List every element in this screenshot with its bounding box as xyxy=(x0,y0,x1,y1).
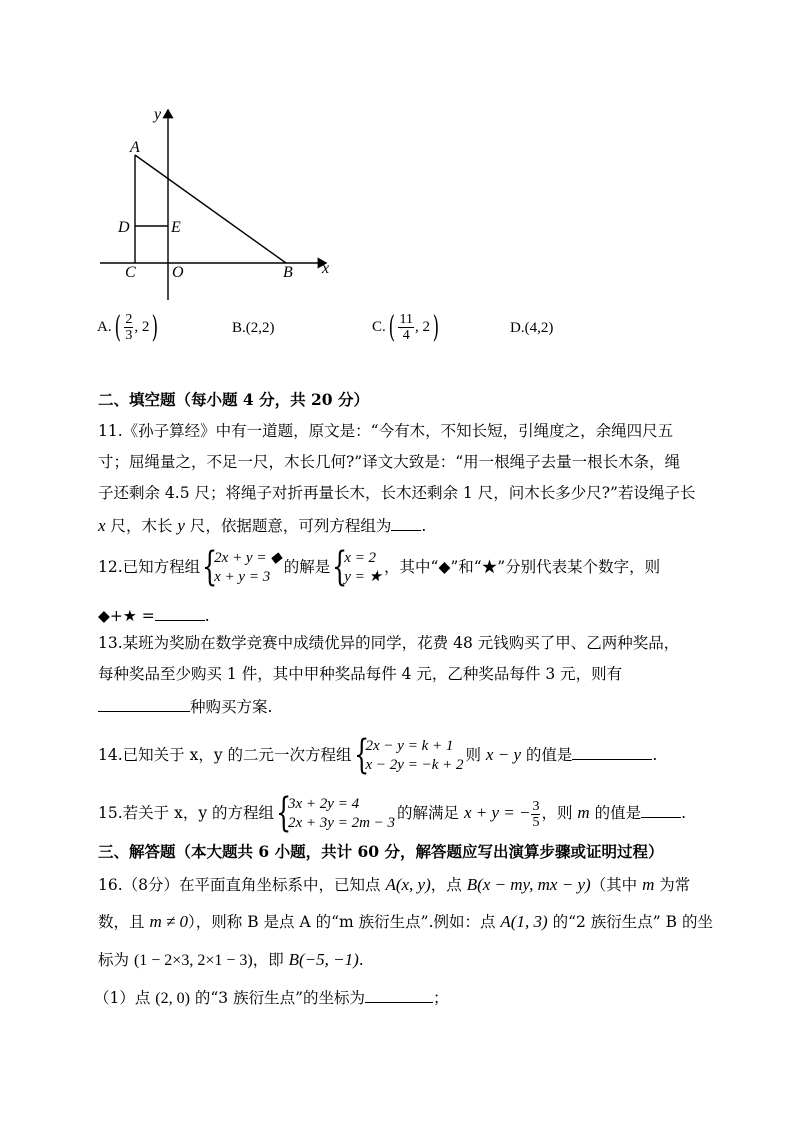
q14-prefix: 14.已知关于 x，y 的二元一次方程组 xyxy=(98,746,352,764)
coordinate-figure xyxy=(90,100,350,310)
option-a-den: 3 xyxy=(125,328,133,343)
option-a: A.( $\frac{2}{3}$ , 2) xyxy=(97,309,159,345)
q12-sys1-row1: 2x + y = ◆ xyxy=(214,550,282,566)
label-a: A xyxy=(130,139,140,156)
q12-mid: 的解是 xyxy=(283,558,331,576)
q15-answer-blank[interactable] xyxy=(641,801,681,818)
label-o: O xyxy=(172,264,184,281)
q14-mid: 则 xyxy=(465,746,486,764)
q16-l3-c: ，即 xyxy=(252,951,289,969)
q16-line2 xyxy=(98,912,713,932)
q11-line2: 寸；屈绳量之，不足一尺，木长几何?”译文大致是：“用一根绳子去量一根长木条，绳 xyxy=(98,453,681,471)
q12-line2 xyxy=(98,604,210,626)
q15-suffix: ，则 xyxy=(541,804,578,822)
q15-system: { 3x + 2y = 4 2x + 3y = 2m − 3 xyxy=(276,790,396,836)
section3-title: 三、解答题（本大题共 6 小题，共计 60 分，解答题应写出演算步骤或证明过程） xyxy=(98,842,664,861)
option-a-tail: , 2 xyxy=(134,318,150,335)
q12-end: . xyxy=(204,607,210,625)
q16-sub1-b: (2, 0) xyxy=(155,990,190,1007)
q12-suffix: ，其中“◆”和“★”分别代表某个数字，则 xyxy=(384,558,661,576)
option-c-prefix: C. xyxy=(372,318,386,335)
q16-l2-c: ），则称 B 是点 A 的“m 族衍生点”.例如：点 xyxy=(188,913,501,931)
q15-var-m: m xyxy=(577,803,590,822)
q16-l3-d: B(−5, −1) xyxy=(288,950,359,969)
q12-line1 xyxy=(98,544,661,590)
q14-expr: x − y xyxy=(485,745,521,764)
q15-row1: 3x + 2y = 4 xyxy=(288,796,360,812)
q15-den: 5 xyxy=(532,814,540,830)
q15-line xyxy=(98,790,687,836)
q16-l2-d: A(1, 3) xyxy=(500,912,548,931)
q12-expression: ◆+★ = xyxy=(98,607,155,625)
q15-end: . xyxy=(681,804,687,822)
q15-num: 3 xyxy=(532,798,540,814)
q16-l3-e: . xyxy=(358,951,364,969)
q11-var-y: y xyxy=(177,516,185,535)
q11-text1: 尺，木长 xyxy=(105,517,178,535)
q16-sub1 xyxy=(94,986,449,1009)
q12-sys2-row1: x = 2 xyxy=(344,550,377,566)
q14-suffix: 的值是 xyxy=(520,746,573,764)
q16-sub1-end: ； xyxy=(433,989,449,1007)
q16-l1-f: m xyxy=(642,875,655,894)
q15-expr: x + y = − xyxy=(463,803,531,822)
q16-l3-b: (1 − 2×3, 2×1 − 3) xyxy=(133,952,253,969)
q13-line1: 13.某班为奖励在数学竞赛中成绩优异的同学，花费 48 元钱购买了甲、乙两种奖品， xyxy=(98,634,680,652)
option-a-prefix: A. xyxy=(97,318,112,335)
q16-l1-b: A(x, y) xyxy=(385,875,431,894)
option-c-tail: , 2 xyxy=(414,318,430,335)
q16-sub1-a: （1）点 xyxy=(94,989,156,1007)
q12-prefix: 12.已知方程组 xyxy=(98,558,201,576)
label-c: C xyxy=(125,264,136,281)
q11-end: . xyxy=(421,517,427,535)
option-d: D.(4,2) xyxy=(510,320,554,336)
q15-prefix: 15.若关于 x，y 的方程组 xyxy=(98,804,275,822)
q12-sys2-row2: y = ★ xyxy=(344,569,383,585)
q16-l1-a: 16.（8分）在平面直角坐标系中，已知点 xyxy=(98,876,386,894)
q12-system: { 2x + y = ◆ x + y = 3 xyxy=(202,544,282,590)
option-c: C.( $\frac{11}{4}$ , 2) xyxy=(372,309,440,345)
q13-line2: 每种奖品至少购买 1 件，其中甲种奖品每件 4 元，乙种奖品每件 3 元，则有 xyxy=(98,665,623,683)
q16-line3 xyxy=(98,950,364,971)
q15-fraction xyxy=(531,799,540,830)
q11-answer-blank[interactable] xyxy=(391,514,421,531)
q13-answer-blank[interactable] xyxy=(98,695,190,712)
q16-l1-e: （其中 xyxy=(590,876,643,894)
q14-end: . xyxy=(652,746,658,764)
section2-title: 二、填空题（每小题 4 分，共 20 分） xyxy=(98,390,369,409)
q16-l2-b: m ≠ 0 xyxy=(149,912,189,931)
q16-line1 xyxy=(98,875,690,895)
q16-l1-d: B(x − my, mx − y) xyxy=(466,875,591,894)
q16-l3-a: 标为 xyxy=(98,951,134,969)
q11-line1: 11.《孙子算经》中有一道题，原文是：“今有木，不知长短，引绳度之，余绳四尺五 xyxy=(98,422,674,440)
label-x: x xyxy=(322,260,330,277)
q12-sys1-row2: x + y = 3 xyxy=(214,569,271,585)
label-y: y xyxy=(154,106,162,123)
q14-row2: x − 2y = −k + 2 xyxy=(365,757,464,773)
q14-line xyxy=(98,732,658,778)
q11-line4 xyxy=(98,514,426,536)
label-e: E xyxy=(171,219,181,236)
option-c-den: 4 xyxy=(402,328,410,343)
q12-solution: { x = 2 y = ★ xyxy=(332,544,383,590)
label-b: B xyxy=(283,264,293,281)
q16-l1-c: ，点 xyxy=(430,876,467,894)
q13-line3 xyxy=(98,695,272,717)
q16-l1-g: 为常 xyxy=(654,876,691,894)
q11-line3: 子还剩余 4.5 尺；将绳子对折再量长木，长木还剩余 1 尺，问木长多少尺?”若设绳子长 xyxy=(98,484,696,502)
q14-row1: 2x − y = k + 1 xyxy=(365,738,454,754)
q15-suffix2: 的值是 xyxy=(589,804,642,822)
option-c-num: 11 xyxy=(399,312,413,327)
q16-l2-a: 数，且 xyxy=(98,913,150,931)
q14-answer-blank[interactable] xyxy=(572,743,652,760)
q13-line3-text: 种购买方案. xyxy=(190,698,273,716)
option-b: B.(2,2) xyxy=(232,320,275,336)
option-a-num: 2 xyxy=(125,312,133,327)
q11-text2: 尺，依据题意，可列方程组为 xyxy=(184,517,392,535)
label-d: D xyxy=(118,219,130,236)
q16-l2-e: 的“2 族衍生点” B 的坐 xyxy=(547,913,713,931)
q14-system: { 2x − y = k + 1 x − 2y = −k + 2 xyxy=(353,732,464,778)
q16-sub1-c: 的“3 族衍生点”的坐标为 xyxy=(189,989,366,1007)
segment-ab xyxy=(135,155,286,263)
q15-row2: 2x + 3y = 2m − 3 xyxy=(288,815,396,831)
q12-answer-blank[interactable] xyxy=(155,604,205,621)
q16-sub1-answer-blank[interactable] xyxy=(365,986,433,1003)
q15-mid: 的解满足 xyxy=(397,804,464,822)
q11-var-x: x xyxy=(98,516,106,535)
